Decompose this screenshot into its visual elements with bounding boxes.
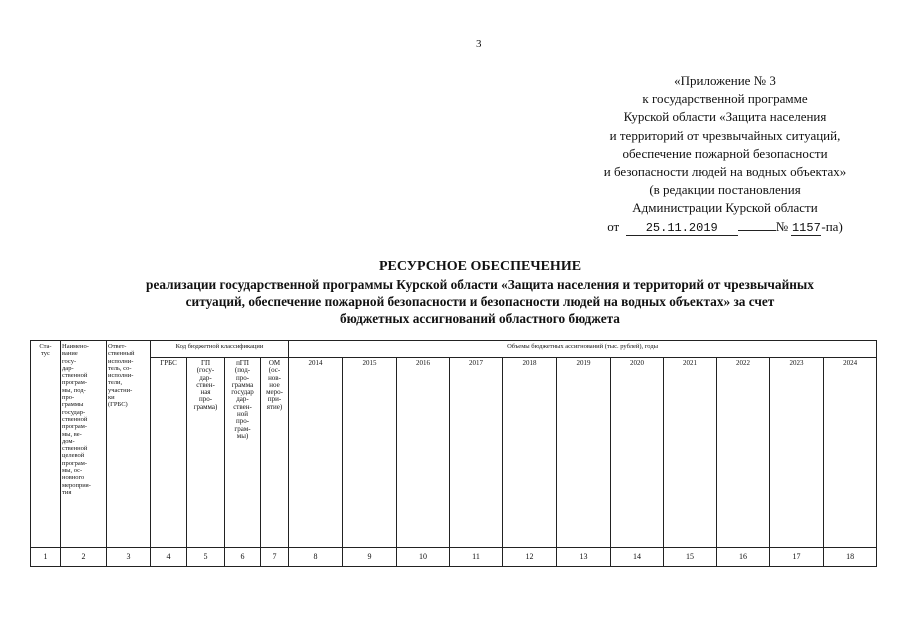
column-number: 9 xyxy=(343,548,397,567)
page-number: 3 xyxy=(476,38,482,50)
header-year: 2020 xyxy=(611,358,664,548)
title-line: бюджетных ассигнований областного бюджета xyxy=(340,311,620,326)
appendix-line: Администрации Курской области xyxy=(632,200,818,216)
header-gp: ГП (госу- дар- ствен- ная про- грамма) xyxy=(187,358,225,548)
header-year: 2018 xyxy=(503,358,557,548)
header-volumes: Объемы бюджетных ассигнований (тыс. рублей), годы xyxy=(289,341,877,358)
column-number: 7 xyxy=(261,548,289,567)
number-value: 1157 xyxy=(791,220,821,235)
header-executor: Ответ- ственный исполни- тель, со- исполни- тели, участни- ки (ГРБС) xyxy=(107,341,151,548)
header-budget-classification: Код бюджетной классификации xyxy=(151,341,289,358)
header-grbs: ГРБС xyxy=(151,358,187,548)
header-year: 2016 xyxy=(397,358,450,548)
title-line: ситуаций, обеспечение пожарной безопасности и безопасности людей на водных объектах» за счет xyxy=(185,294,775,309)
column-number: 12 xyxy=(503,548,557,567)
title-line: реализации государственной программы Курской области «Защита населения и территорий от чрезвычайных xyxy=(146,277,814,292)
header-year: 2017 xyxy=(450,358,503,548)
column-number: 10 xyxy=(397,548,450,567)
column-number: 5 xyxy=(187,548,225,567)
date-prefix: от xyxy=(607,218,620,234)
column-number: 16 xyxy=(717,548,770,567)
column-number: 14 xyxy=(611,548,664,567)
column-number: 6 xyxy=(225,548,261,567)
header-year: 2019 xyxy=(557,358,611,548)
column-number: 8 xyxy=(289,548,343,567)
number-suffix: -па) xyxy=(821,218,843,234)
document-title xyxy=(80,258,880,327)
column-number: 18 xyxy=(824,548,877,567)
date-blank xyxy=(738,230,776,231)
header-year: 2015 xyxy=(343,358,397,548)
header-status: Ста- тус xyxy=(31,341,61,548)
appendix-line: Курской области «Защита населения xyxy=(623,109,827,125)
resource-table xyxy=(30,340,877,567)
column-number: 4 xyxy=(151,548,187,567)
header-year: 2024 xyxy=(824,358,877,548)
title-heading: РЕСУРСНОЕ ОБЕСПЕЧЕНИЕ xyxy=(378,259,582,274)
appendix-line: и территорий от чрезвычайных ситуаций, xyxy=(609,127,841,143)
column-number: 17 xyxy=(770,548,824,567)
column-number: 13 xyxy=(557,548,611,567)
header-year: 2023 xyxy=(770,358,824,548)
column-number: 1 xyxy=(31,548,61,567)
appendix-block xyxy=(560,72,890,236)
header-year: 2022 xyxy=(717,358,770,548)
header-year: 2021 xyxy=(664,358,717,548)
header-year: 2014 xyxy=(289,358,343,548)
appendix-line: и безопасности людей на водных объектах» xyxy=(603,164,847,180)
date-value: 25.11.2019 xyxy=(626,222,738,236)
column-number: 11 xyxy=(450,548,503,567)
appendix-line: обеспечение пожарной безопасности xyxy=(622,145,828,161)
appendix-date-line xyxy=(560,218,890,236)
column-number: 2 xyxy=(61,548,107,567)
header-program-name: Наимено- вание госу- дар- ственной програм- мы, под- про- граммы государ- ственной програм- мы, ве- дом- ственной целевой програм- мы, ос- новного мероприя- тия xyxy=(61,341,107,548)
column-number: 3 xyxy=(107,548,151,567)
appendix-line: «Приложение № 3 xyxy=(674,73,776,88)
appendix-line: (в редакции постановления xyxy=(649,182,801,198)
appendix-line: к государственной программе xyxy=(642,91,808,107)
column-number: 15 xyxy=(664,548,717,567)
header-pgp: пГП (под- про- грамма государ дар- ствен- ной про- грам- мы) xyxy=(225,358,261,548)
number-prefix: № xyxy=(775,218,789,234)
header-om: ОМ (ос- нов- ное меро- при- ятие) xyxy=(261,358,289,548)
